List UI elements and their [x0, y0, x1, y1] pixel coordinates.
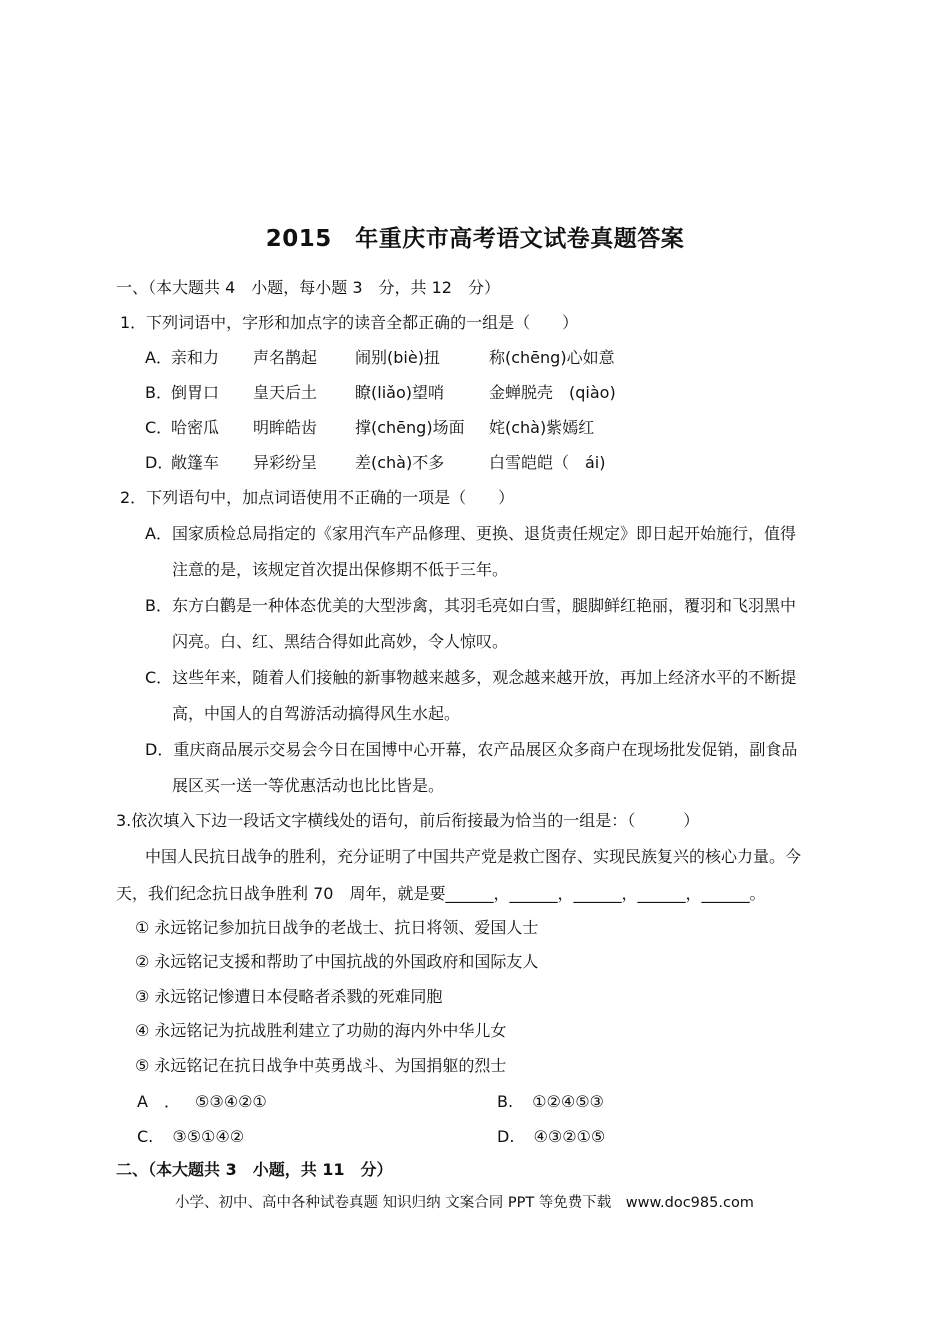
option-text: 东方白鹳是一种体态优美的大型涉禽，其羽毛亮如白雪，腿脚鲜红艳丽，覆羽和飞羽黑中	[171, 596, 796, 615]
choice-c	[137, 1127, 244, 1147]
option-label: B．	[145, 383, 172, 402]
choice-value: ①②④⑤③	[532, 1092, 604, 1111]
word: 撑(chēng)场面	[355, 418, 465, 437]
option-line: 闪亮。白、红、黑结合得如此高妙，令人惊叹。	[172, 632, 509, 651]
choice-d	[497, 1127, 605, 1147]
page-title: 2015 年重庆市高考语文试卷真题答案	[265, 226, 685, 252]
choice-label: B.	[497, 1092, 514, 1111]
q1-option-c	[145, 418, 595, 438]
question-3-paragraph: 天，我们纪念抗日战争胜利 70 周年，就是要______，______，______，______，______。	[116, 884, 766, 903]
option-label: D．	[145, 453, 174, 472]
q1-option-a	[145, 348, 615, 368]
option-line	[145, 524, 796, 544]
option-line: 注意的是，该规定首次提出保修期不低于三年。	[172, 560, 509, 579]
section-2-heading: 二、（本大题共 3 小题，共 11 分）	[116, 1160, 393, 1179]
word: 差(chà)不多	[355, 453, 445, 472]
option-label: D．	[145, 740, 174, 759]
word: 金蝉脱壳 (qiào)	[489, 383, 616, 402]
choice-value: ⑤③④②①	[195, 1092, 267, 1111]
choice-value: ④③②①⑤	[533, 1127, 606, 1146]
option-line	[145, 740, 797, 760]
list-item: ① 永远铭记参加抗日战争的老战士、抗日将领、爱国人士	[135, 918, 539, 937]
footer-text: 小学、初中、高中各种试卷真题 知识归纳 文案合同 PPT 等免费下载 www.doc985.com	[175, 1195, 754, 1211]
section-1-heading: 一、（本大题共 4 小题，每小题 3 分，共 12 分）	[116, 278, 500, 297]
option-text: 这些年来，随着人们接触的新事物越来越多，观念越来越开放，再加上经济水平的不断提	[172, 668, 797, 687]
word: 敞篷车	[171, 453, 220, 472]
choice-value: ③⑤①④②	[172, 1127, 245, 1146]
question-3-paragraph: 中国人民抗日战争的胜利，充分证明了中国共产党是救亡图存、实现民族复兴的核心力量。今	[145, 847, 802, 866]
option-label: A．	[145, 524, 172, 543]
list-item: ④ 永远铭记为抗战胜利建立了功勋的海内外中华儿女	[135, 1021, 507, 1040]
option-line	[145, 596, 796, 616]
question-3-stem: 3.依次填入下边一段话文字横线处的语句，前后衔接最为恰当的一组是：（ ）	[116, 811, 700, 830]
option-line: 高，中国人的自驾游活动搞得风生水起。	[172, 704, 461, 723]
choice-a	[137, 1092, 267, 1112]
word: 白雪皑皑（ ái)	[489, 453, 606, 472]
word: 明眸皓齿	[253, 418, 318, 437]
option-label: A．	[145, 348, 172, 367]
option-text: 重庆商品展示交易会今日在国博中心开幕，农产品展区众多商户在现场批发促销，副食品	[173, 740, 798, 759]
q1-option-b	[145, 383, 616, 403]
word: 哈密瓜	[171, 418, 220, 437]
word: 倒胃口	[171, 383, 220, 402]
option-text: 国家质检总局指定的《家用汽车产品修理、更换、退货责任规定》即日起开始施行，值得	[171, 524, 796, 543]
choice-label: C.	[137, 1127, 154, 1146]
word: 瞭(liǎo)望哨	[355, 383, 444, 402]
word: 姹(chà)紫嫣红	[489, 418, 595, 437]
option-label: B．	[145, 596, 172, 615]
word: 称(chēng)心如意	[489, 348, 615, 367]
list-item: ③ 永远铭记惨遭日本侵略者杀戮的死难同胞	[135, 987, 443, 1006]
list-item: ⑤ 永远铭记在抗日战争中英勇战斗、为国捐躯的烈士	[135, 1056, 507, 1075]
word: 闹别(biè)扭	[355, 348, 440, 367]
word: 声名鹊起	[253, 348, 318, 367]
q1-option-d	[145, 453, 606, 473]
choice-b	[497, 1092, 604, 1112]
word: 异彩纷呈	[253, 453, 318, 472]
list-item: ② 永远铭记支援和帮助了中国抗战的外国政府和国际友人	[135, 952, 539, 971]
question-2-stem: 2．下列语句中，加点词语使用不正确的一项是（ ）	[120, 488, 515, 507]
option-label: C．	[145, 418, 173, 437]
option-line	[145, 668, 796, 688]
question-1-stem: 1．下列词语中，字形和加点字的读音全都正确的一组是（ ）	[120, 313, 579, 332]
word: 皇天后土	[253, 383, 318, 402]
option-label: C．	[145, 668, 173, 687]
choice-label: A ．	[137, 1092, 180, 1111]
word: 亲和力	[171, 348, 220, 367]
choice-label: D.	[497, 1127, 515, 1146]
option-line: 展区买一送一等优惠活动也比比皆是。	[172, 776, 445, 795]
